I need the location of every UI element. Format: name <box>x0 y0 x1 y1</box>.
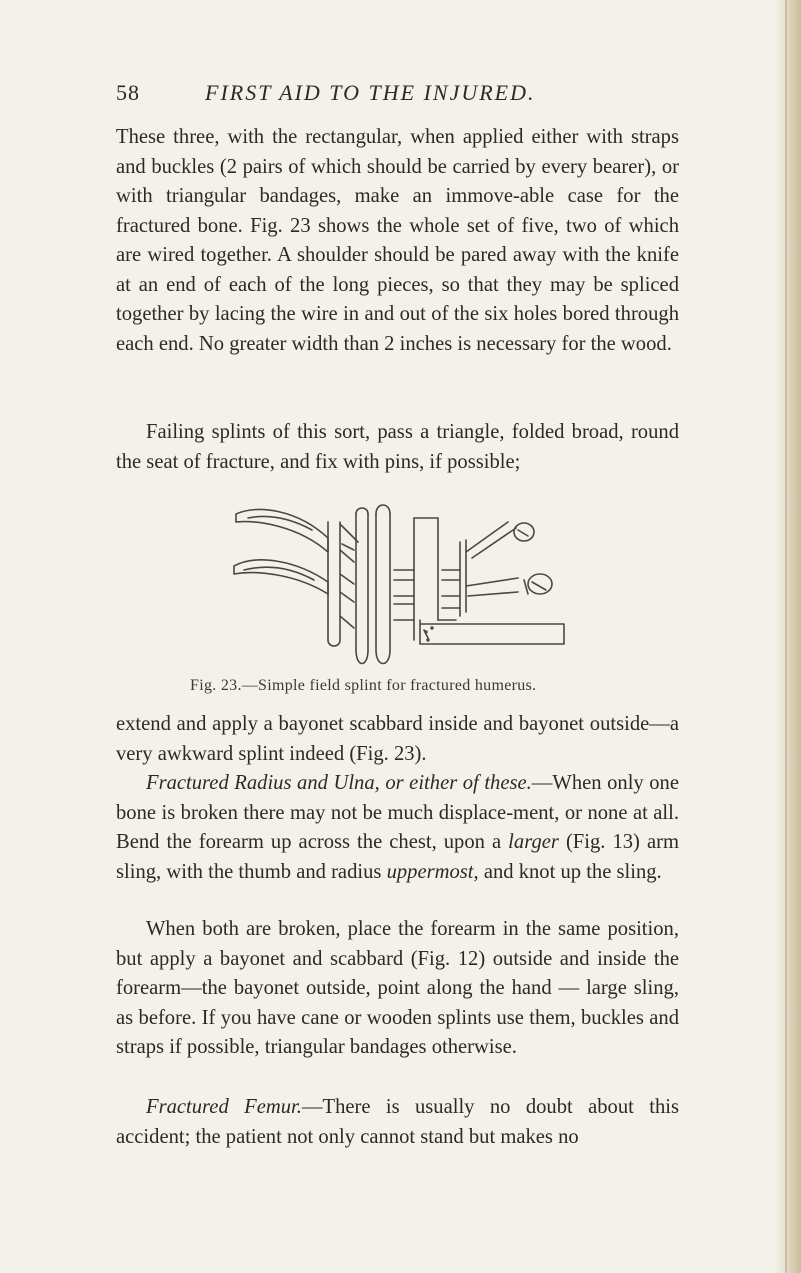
paragraph-radius-ulna <box>116 769 679 887</box>
paragraph-splint-set: These three, with the rectangular, when applied either with straps and buckles (2 pairs of which should be carried by every bearer), or with triangular bandages, make an immove-able case for the fractured bone. Fig. 23 shows the whole set of five, two of which are wired together. A shoulder should be pared away with the knife at an end of each of the long pieces, so that they may be spliced together by lacing the wire in and out of the six holes bored through each end. No greater width than 2 inches is necessary for the wood. <box>116 126 679 355</box>
radius-ulna-text-c: , and knot up the sling. <box>473 860 662 883</box>
radius-ulna-text-a: —When only one bone is broken there may not be much displace-ment, or none at all. Bend the forearm up across the chest, upon a <box>116 772 679 853</box>
page-header <box>116 80 676 110</box>
emphasis-larger: larger <box>508 831 559 853</box>
figure-splint-illustration <box>228 500 573 668</box>
section-heading-femur: Fractured Femur. <box>146 1096 302 1118</box>
paragraph-bayonet-scabbard: extend and apply a bayonet scabbard inside and bayonet outside—a very awkward splint indeed (Fig. 23). <box>116 713 679 765</box>
running-head: FIRST AID TO THE INJURED. <box>205 80 536 105</box>
emphasis-uppermost: uppermost <box>386 860 474 883</box>
figure-caption: Fig. 23.—Simple field splint for fractured humerus. <box>190 677 537 694</box>
paragraph-fractured-femur <box>116 1093 679 1152</box>
section-heading-radius-ulna: Fractured Radius and Ulna, or either of these. <box>146 772 532 794</box>
paragraph-both-broken: When both are broken, place the forearm in the same position, but apply a bayonet and scabbard (Fig. 12) outside and inside the forearm—the bayonet outside, point along the hand — large sling, as before. If you have cane or wooden splints use them, buckles and straps if possible, triangular bandages otherwise. <box>116 918 679 1058</box>
paragraph-failing-splints: Failing splints of this sort, pass a triangle, folded broad, round the seat of fracture, and fix with pins, if possible; <box>116 421 679 473</box>
page-number: 58 <box>116 80 140 105</box>
radius-ulna-text-b: (Fig. 13) arm sling, with the thumb and radius <box>116 831 679 883</box>
page-edge-shadow <box>775 0 801 1273</box>
femur-text: —There is usually no doubt about this accident; the patient not only cannot stand but makes no <box>116 1096 680 1148</box>
